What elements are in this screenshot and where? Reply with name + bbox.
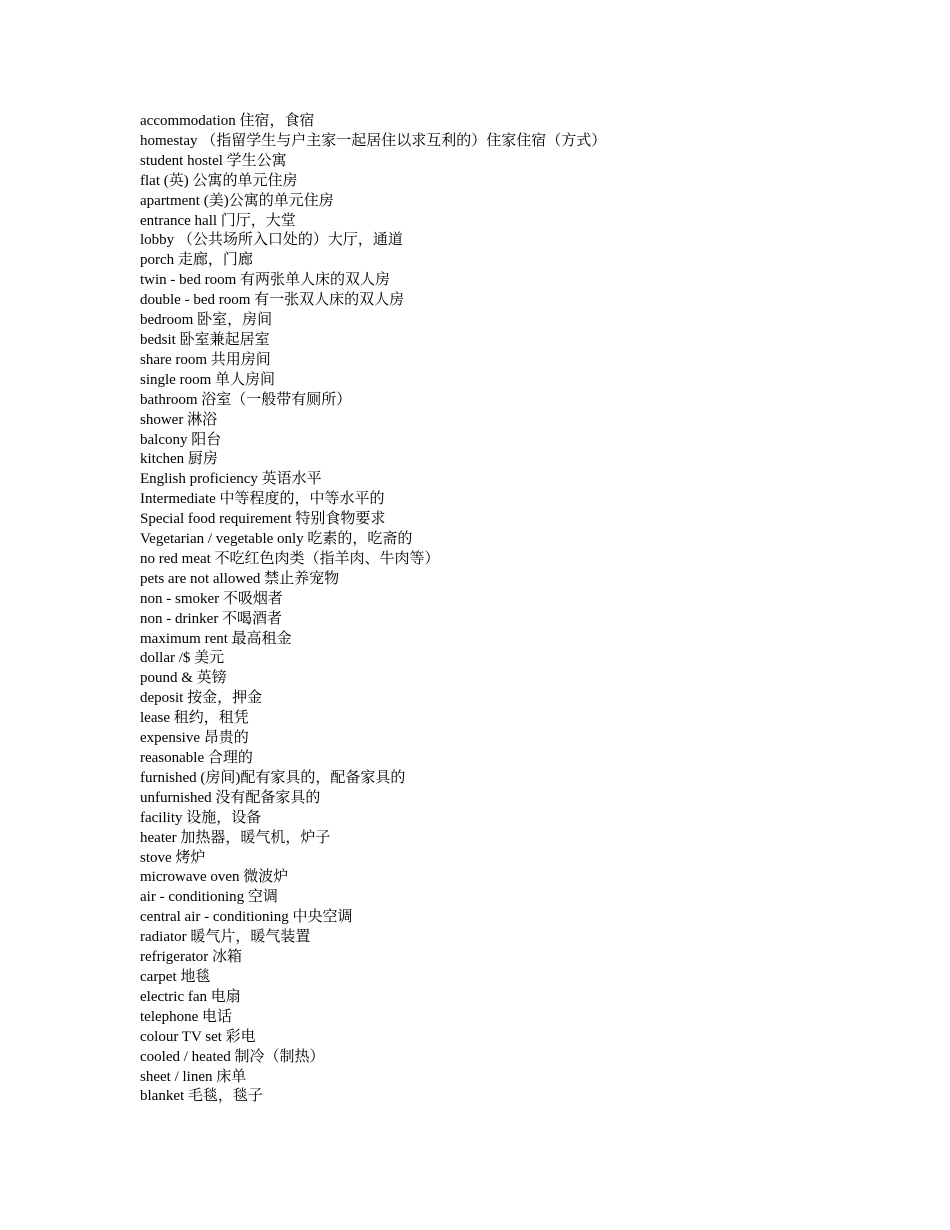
vocab-line: entrance hall 门厅，大堂 [140, 212, 296, 229]
vocab-line: refrigerator 冰箱 [140, 949, 243, 966]
vocab-line: English proficiency 英语水平 [140, 471, 322, 488]
vocab-line: Intermediate 中等程度的，中等水平的 [140, 491, 385, 508]
vocab-line: bathroom 浴室（一般带有厕所） [140, 391, 352, 408]
vocab-line: sheet / linen 床单 [140, 1068, 247, 1085]
vocab-line: facility 设施，设备 [140, 809, 262, 826]
vocab-line: colour TV set 彩电 [140, 1028, 256, 1045]
vocab-line: double - bed room 有一张双人床的双人房 [140, 292, 405, 309]
vocab-line: shower 淋浴 [140, 411, 218, 428]
vocab-line: Special food requirement 特别食物要求 [140, 511, 386, 528]
vocab-line: accommodation 住宿，食宿 [140, 113, 315, 129]
vocab-line: single room 单人房间 [140, 371, 275, 388]
vocab-line: cooled / heated 制冷（制热） [140, 1048, 325, 1065]
vocab-line: non - drinker 不喝酒者 [140, 610, 283, 627]
vocab-line: pets are not allowed 禁止养宠物 [140, 570, 340, 587]
vocab-line: bedroom 卧室，房间 [140, 312, 273, 329]
vocab-line: electric fan 电扇 [140, 988, 241, 1005]
vocab-line: porch 走廊，门廊 [140, 252, 253, 269]
vocab-line: lease 租约，租凭 [140, 710, 249, 727]
vocab-line: furnished (房间)配有家具的，配备家具的 [140, 769, 406, 786]
vocab-line: unfurnished 没有配备家具的 [140, 789, 321, 806]
vocab-line: expensive 昂贵的 [140, 730, 249, 747]
vocab-line: non - smoker 不吸烟者 [140, 590, 283, 607]
vocabulary-list [140, 112, 920, 1107]
vocab-line: flat (英) 公寓的单元住房 [140, 172, 298, 189]
vocab-line: dollar /$ 美元 [140, 650, 225, 667]
vocab-line: Vegetarian / vegetable only 吃素的，吃斋的 [140, 531, 413, 548]
vocab-line: twin - bed room 有两张单人床的双人房 [140, 272, 390, 289]
vocab-line: share room 共用房间 [140, 351, 271, 368]
vocab-line: lobby （公共场所入口处的）大厅，通道 [140, 232, 403, 249]
vocab-line: carpet 地毯 [140, 968, 211, 985]
vocab-line: microwave oven 微波炉 [140, 869, 289, 886]
vocab-line: pound & 英镑 [140, 670, 227, 687]
vocab-line: kitchen 厨房 [140, 451, 218, 468]
vocab-line: no red meat 不吃红色肉类（指羊肉、牛肉等） [140, 550, 440, 567]
vocab-line: reasonable 合理的 [140, 750, 253, 766]
vocab-line: bedsit 卧室兼起居室 [140, 331, 270, 348]
vocab-line: homestay （指留学生与户主家一起居住以求互利的）住家住宿（方式） [140, 132, 607, 149]
vocab-line: air - conditioning 空调 [140, 889, 278, 906]
vocab-line: central air - conditioning 中央空调 [140, 909, 353, 926]
vocab-line: telephone 电话 [140, 1008, 233, 1025]
vocab-line: balcony 阳台 [140, 431, 222, 448]
vocab-line: blanket 毛毯，毯子 [140, 1088, 263, 1105]
vocab-line: apartment (美)公寓的单元住房 [140, 192, 334, 209]
vocab-line: maximum rent 最高租金 [140, 630, 292, 647]
vocab-line: deposit 按金，押金 [140, 690, 263, 707]
vocab-line: student hostel 学生公寓 [140, 152, 287, 169]
vocab-line: radiator 暖气片，暖气装置 [140, 929, 311, 946]
vocab-line: stove 烤炉 [140, 849, 206, 866]
vocab-line: heater 加热器，暖气机，炉子 [140, 829, 331, 846]
